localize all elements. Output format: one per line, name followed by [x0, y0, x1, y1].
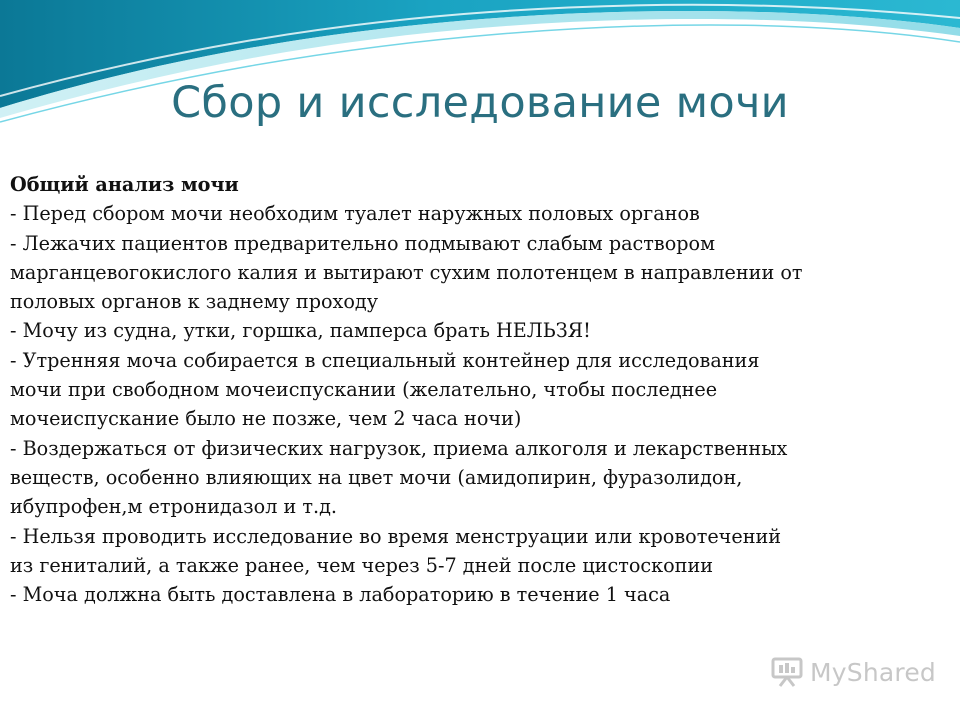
watermark-text: MyShared — [810, 657, 936, 687]
presentation-board-icon — [770, 656, 804, 688]
subheading: Общий анализ мочи — [10, 173, 239, 196]
body-line: - Лежачих пациентов предварительно подмывают слабым раствором — [10, 231, 716, 255]
body-line: - Перед сбором мочи необходим туалет наружных половых органов — [10, 202, 700, 226]
body-line: веществ, особенно влияющих на цвет мочи (амидопирин, фуразолидон, — [10, 465, 743, 489]
slide-body — [10, 170, 950, 609]
body-line: половых органов к заднему проходу — [10, 290, 379, 314]
body-line: - Утренняя моча собирается в специальный контейнер для исследования — [10, 348, 760, 372]
body-line: марганцевогокислого калия и вытирают сухим полотенцем в направлении от — [10, 260, 803, 284]
body-line: - Воздержаться от физических нагрузок, приема алкоголя и лекарственных — [10, 436, 788, 460]
body-line: из гениталий, а также ранее, чем через 5-7 дней после цистоскопии — [10, 553, 714, 577]
body-line: мочеиспускание было не позже, чем 2 часа ночи) — [10, 407, 522, 431]
body-line: - Нельзя проводить исследование во время менструации или кровотечений — [10, 524, 782, 548]
watermark — [770, 656, 936, 688]
body-line: - Моча должна быть доставлена в лабораторию в течение 1 часа — [10, 583, 671, 607]
body-line: - Мочу из судна, утки, горшка, памперса брать НЕЛЬЗЯ! — [10, 319, 591, 343]
body-line: мочи при свободном мочеиспускании (желательно, чтобы последнее — [10, 378, 718, 402]
body-line: ибупрофен,м етронидазол и т.д. — [10, 495, 337, 519]
slide-title: Сбор и исследование мочи — [171, 78, 789, 128]
